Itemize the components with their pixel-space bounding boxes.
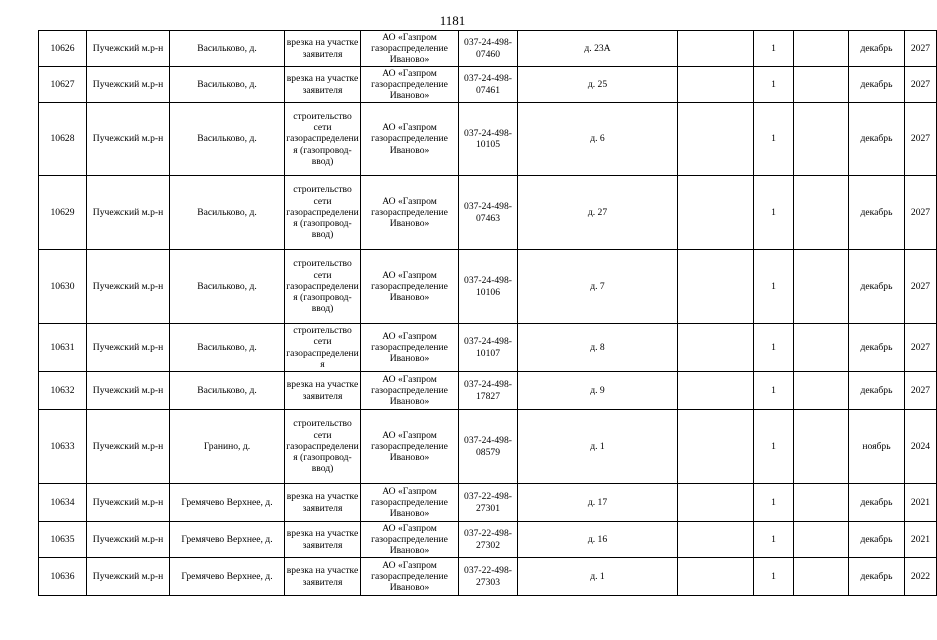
cell-work-type: строительство сети газораспределения (газопровод-ввод): [285, 410, 361, 484]
cell-code: 037-22-498-27303: [459, 558, 518, 596]
cell-empty: [678, 522, 754, 558]
cell-count: 1: [754, 372, 794, 410]
cell-work-type: врезка на участке заявителя: [285, 372, 361, 410]
cell-work-type: строительство сети газораспределения (газопровод-ввод): [285, 103, 361, 176]
cell-count: 1: [754, 410, 794, 484]
table-row: [39, 176, 937, 250]
cell-id: 10635: [39, 522, 87, 558]
cell-code: 037-24-498-10107: [459, 324, 518, 372]
cell-settlement: Гремячево Верхнее, д.: [170, 484, 285, 522]
cell-empty: [678, 372, 754, 410]
table-row: [39, 31, 937, 67]
cell-empty: [678, 31, 754, 67]
cell-empty-2: [794, 103, 849, 176]
cell-empty: [678, 250, 754, 324]
cell-organization: АО «Газпром газораспределение Иваново»: [361, 176, 459, 250]
cell-code: 037-24-498-10105: [459, 103, 518, 176]
cell-code: 037-24-498-08579: [459, 410, 518, 484]
cell-empty: [678, 67, 754, 103]
cell-address: д. 7: [518, 250, 678, 324]
cell-district: Пучежский м.р-н: [87, 484, 170, 522]
cell-id: 10636: [39, 558, 87, 596]
cell-id: 10631: [39, 324, 87, 372]
cell-count: 1: [754, 324, 794, 372]
cell-work-type: врезка на участке заявителя: [285, 522, 361, 558]
cell-district: Пучежский м.р-н: [87, 176, 170, 250]
cell-organization: АО «Газпром газораспределение Иваново»: [361, 410, 459, 484]
cell-work-type: строительство сети газораспределения (газопровод-ввод): [285, 176, 361, 250]
cell-settlement: Васильково, д.: [170, 324, 285, 372]
cell-address: д. 9: [518, 372, 678, 410]
cell-organization: АО «Газпром газораспределение Иваново»: [361, 324, 459, 372]
table-row: [39, 410, 937, 484]
cell-month: декабрь: [849, 250, 905, 324]
cell-empty-2: [794, 250, 849, 324]
cell-settlement: Гремячево Верхнее, д.: [170, 558, 285, 596]
page-number: 1181: [439, 13, 466, 28]
cell-settlement: Гремячево Верхнее, д.: [170, 522, 285, 558]
cell-month: декабрь: [849, 484, 905, 522]
cell-count: 1: [754, 250, 794, 324]
cell-month: декабрь: [849, 103, 905, 176]
cell-address: д. 27: [518, 176, 678, 250]
cell-district: Пучежский м.р-н: [87, 410, 170, 484]
cell-address: д. 17: [518, 484, 678, 522]
cell-organization: АО «Газпром газораспределение Иваново»: [361, 558, 459, 596]
cell-code: 037-24-498-10106: [459, 250, 518, 324]
cell-month: ноябрь: [849, 410, 905, 484]
cell-address: д. 1: [518, 410, 678, 484]
cell-settlement: Васильково, д.: [170, 250, 285, 324]
cell-empty-2: [794, 484, 849, 522]
cell-year: 2027: [905, 324, 937, 372]
cell-work-type: строительство сети газораспределения: [286, 325, 359, 370]
cell-year: 2027: [905, 31, 937, 67]
cell-district: Пучежский м.р-н: [87, 324, 170, 372]
cell-code: 037-24-498-17827: [459, 372, 518, 410]
cell-year: 2027: [905, 67, 937, 103]
table-body: [39, 31, 937, 596]
cell-id: 10626: [39, 31, 87, 67]
cell-id: 10628: [39, 103, 87, 176]
cell-organization: АО «Газпром газораспределение Иваново»: [361, 103, 459, 176]
cell-district: Пучежский м.р-н: [87, 31, 170, 67]
cell-id: 10632: [39, 372, 87, 410]
cell-empty-2: [794, 372, 849, 410]
cell-code: 037-24-498-07463: [459, 176, 518, 250]
cell-count: 1: [754, 31, 794, 67]
cell-settlement: Васильково, д.: [170, 176, 285, 250]
cell-organization: АО «Газпром газораспределение Иваново»: [361, 250, 459, 324]
cell-month: декабрь: [849, 31, 905, 67]
table-row: [39, 372, 937, 410]
cell-empty-2: [794, 558, 849, 596]
cell-id: 10634: [39, 484, 87, 522]
cell-district: Пучежский м.р-н: [87, 67, 170, 103]
cell-year: 2024: [905, 410, 937, 484]
cell-year: 2021: [905, 522, 937, 558]
cell-empty-2: [794, 324, 849, 372]
cell-year: 2027: [905, 250, 937, 324]
cell-year: 2022: [905, 558, 937, 596]
cell-code: 037-22-498-27302: [459, 522, 518, 558]
table-row: [39, 103, 937, 176]
cell-address: д. 25: [518, 67, 678, 103]
cell-district: Пучежский м.р-н: [87, 103, 170, 176]
cell-month: декабрь: [849, 372, 905, 410]
cell-district: Пучежский м.р-н: [87, 372, 170, 410]
cell-organization: АО «Газпром газораспределение Иваново»: [361, 67, 459, 103]
cell-empty: [678, 324, 754, 372]
cell-year: 2027: [905, 176, 937, 250]
cell-work-type: врезка на участке заявителя: [285, 67, 361, 103]
cell-empty-2: [794, 31, 849, 67]
cell-work-type: строительство сети газораспределения (газопровод-ввод): [285, 250, 361, 324]
cell-address: д. 8: [518, 324, 678, 372]
cell-count: 1: [754, 103, 794, 176]
cell-empty: [678, 176, 754, 250]
cell-year: 2021: [905, 484, 937, 522]
cell-district: Пучежский м.р-н: [87, 250, 170, 324]
cell-settlement: Васильково, д.: [170, 103, 285, 176]
cell-organization: АО «Газпром газораспределение Иваново»: [361, 31, 459, 67]
cell-settlement: Васильково, д.: [170, 67, 285, 103]
cell-count: 1: [754, 176, 794, 250]
cell-organization: АО «Газпром газораспределение Иваново»: [361, 522, 459, 558]
cell-empty: [678, 558, 754, 596]
cell-work-type: врезка на участке заявителя: [285, 31, 361, 67]
cell-code: 037-22-498-27301: [459, 484, 518, 522]
cell-month: декабрь: [849, 522, 905, 558]
cell-code: 037-24-498-07461: [459, 67, 518, 103]
cell-settlement: Гранино, д.: [170, 410, 285, 484]
cell-organization: АО «Газпром газораспределение Иваново»: [361, 484, 459, 522]
cell-month: декабрь: [849, 176, 905, 250]
cell-year: 2027: [905, 372, 937, 410]
cell-empty-2: [794, 410, 849, 484]
table-row: [39, 324, 937, 372]
cell-address: д. 23А: [518, 31, 678, 67]
cell-id: 10633: [39, 410, 87, 484]
cell-year: 2027: [905, 103, 937, 176]
table-row: [39, 558, 937, 596]
cell-empty-2: [794, 176, 849, 250]
cell-organization: АО «Газпром газораспределение Иваново»: [361, 372, 459, 410]
cell-settlement: Васильково, д.: [170, 372, 285, 410]
cell-month: декабрь: [849, 324, 905, 372]
cell-count: 1: [754, 558, 794, 596]
cell-empty: [678, 484, 754, 522]
cell-id: 10629: [39, 176, 87, 250]
cell-work-type: врезка на участке заявителя: [285, 484, 361, 522]
cell-code: 037-24-498-07460: [459, 31, 518, 67]
table-row: [39, 522, 937, 558]
cell-address: д. 1: [518, 558, 678, 596]
table-row: [39, 250, 937, 324]
cell-address: д. 6: [518, 103, 678, 176]
cell-count: 1: [754, 522, 794, 558]
cell-count: 1: [754, 67, 794, 103]
cell-settlement: Васильково, д.: [170, 31, 285, 67]
cell-district: Пучежский м.р-н: [87, 522, 170, 558]
cell-id: 10630: [39, 250, 87, 324]
cell-month: декабрь: [849, 558, 905, 596]
cell-month: декабрь: [849, 67, 905, 103]
cell-id: 10627: [39, 67, 87, 103]
gas-connection-table: [38, 30, 937, 596]
table-row: [39, 484, 937, 522]
cell-empty-2: [794, 67, 849, 103]
cell-empty: [678, 103, 754, 176]
cell-empty-2: [794, 522, 849, 558]
cell-district: Пучежский м.р-н: [87, 558, 170, 596]
table-row: [39, 67, 937, 103]
cell-empty: [678, 410, 754, 484]
cell-address: д. 16: [518, 522, 678, 558]
cell-work-type: врезка на участке заявителя: [285, 558, 361, 596]
cell-count: 1: [754, 484, 794, 522]
